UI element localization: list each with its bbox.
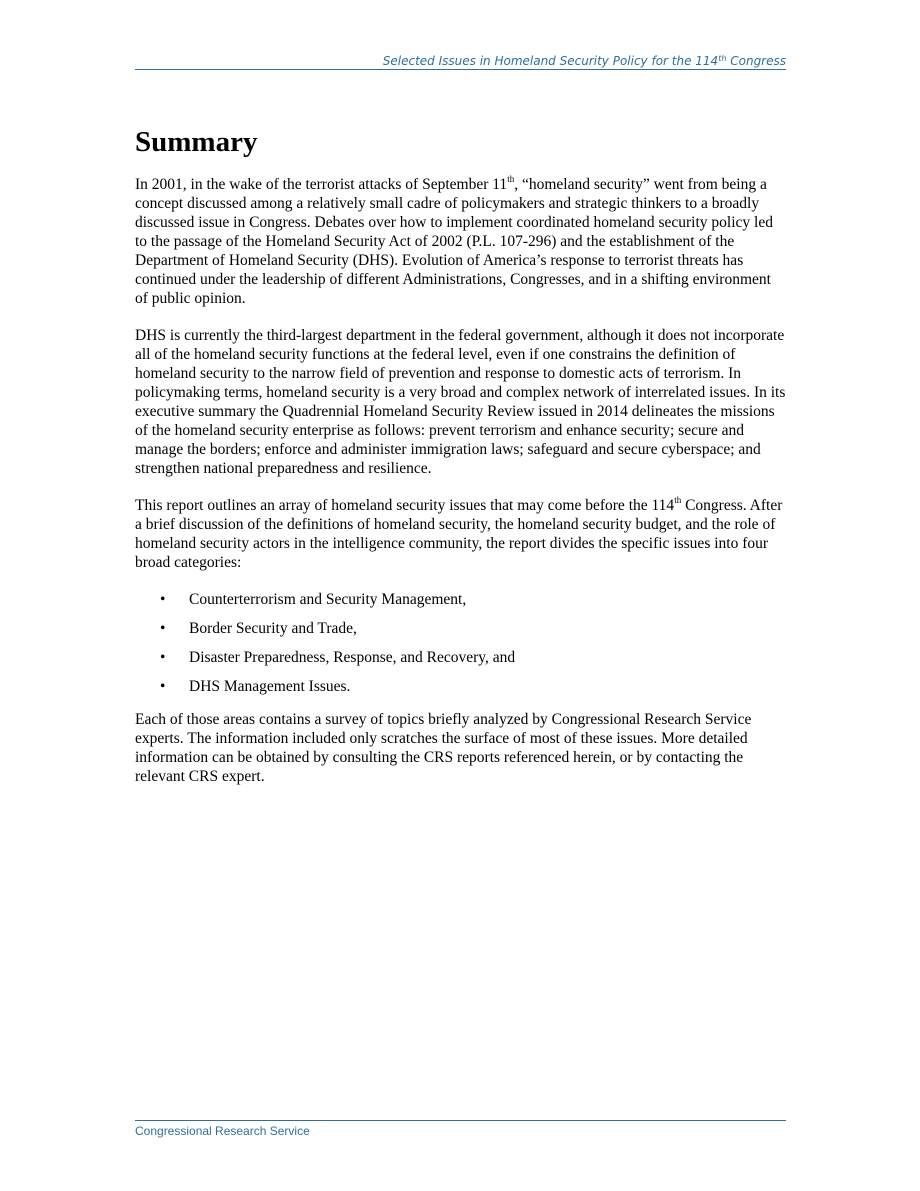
list-item-text: Disaster Preparedness, Response, and Recovery, and — [189, 649, 516, 666]
list-item — [135, 677, 786, 696]
category-list — [135, 590, 786, 696]
list-item-text: Border Security and Trade, — [189, 620, 357, 637]
page-title: Summary — [135, 126, 258, 158]
paragraph-3 — [135, 496, 786, 572]
paragraph-3-superscript: th — [674, 495, 682, 505]
list-item-text: Counterterrorism and Security Management, — [189, 591, 467, 608]
paragraph-3-start: This report outlines an array of homeland security issues that may come before the 114 — [135, 497, 675, 514]
paragraph-4: Each of those areas contains a survey of topics briefly analyzed by Congressional Research Service experts. The information included only scratches the surface of most of these issues. More detailed information can be obtained by consulting the CRS reports referenced herein, or by contacting the relevant CRS expert. — [135, 711, 752, 785]
summary-body — [135, 175, 786, 804]
bullet-icon: • — [160, 591, 166, 608]
paragraph-2: DHS is currently the third-largest department in the federal government, although it does not incorporate all of the homeland security functions at the federal level, even if one constrains the definition of homeland security to the narrow field of prevention and response to domestic acts of terrorism. In policymaking terms, homeland security is a very broad and complex network of interrelated issues. In its executive summary the Quadrennial Homeland Security Review issued in 2014 delineates the missions of the homeland security enterprise as follows: prevent terrorism and enhance security; secure and manage the borders; enforce and administer immigration laws; safeguard and secure cyberspace; and strengthen national preparedness and resilience. — [135, 327, 786, 477]
running-header — [135, 53, 786, 70]
paragraph-1-superscript: th — [507, 174, 515, 184]
list-item — [135, 590, 786, 609]
paragraph-1-end: , “homeland security” went from being a concept discussed among a relatively small cadre of policymakers and strategic thinkers to a broadly discussed issue in Congress. Debates over how to implement coordinated homeland security policy led to the passage of the Homeland Security Act of 2002 (P.L. 107-296) and the establishment of the Department of Homeland Security (DHS). Evolution of America’s response to terrorist threats has continued under the leadership of different Administrations, Congresses, and in a shifting environment of public opinion. — [135, 176, 773, 307]
list-item — [135, 619, 786, 638]
bullet-icon: • — [160, 620, 166, 637]
bullet-icon: • — [160, 678, 166, 695]
bullet-icon: • — [160, 649, 166, 666]
header-text: Selected Issues in Homeland Security Policy for the 114 — [382, 54, 719, 68]
paragraph-1 — [135, 175, 786, 308]
header-text-end: Congress — [726, 54, 786, 68]
header-superscript: th — [718, 54, 727, 63]
running-footer: Congressional Research Service — [135, 1120, 786, 1139]
paragraph-1-start: In 2001, in the wake of the terrorist attacks of September 11 — [135, 176, 508, 193]
paragraph-3-end: Congress. After a brief discussion of the definitions of homeland security, the homeland security budget, and the role of homeland security actors in the intelligence community, the report divides the specific issues into four broad categories: — [135, 497, 783, 571]
list-item — [135, 648, 786, 667]
list-item-text: DHS Management Issues. — [189, 678, 351, 695]
